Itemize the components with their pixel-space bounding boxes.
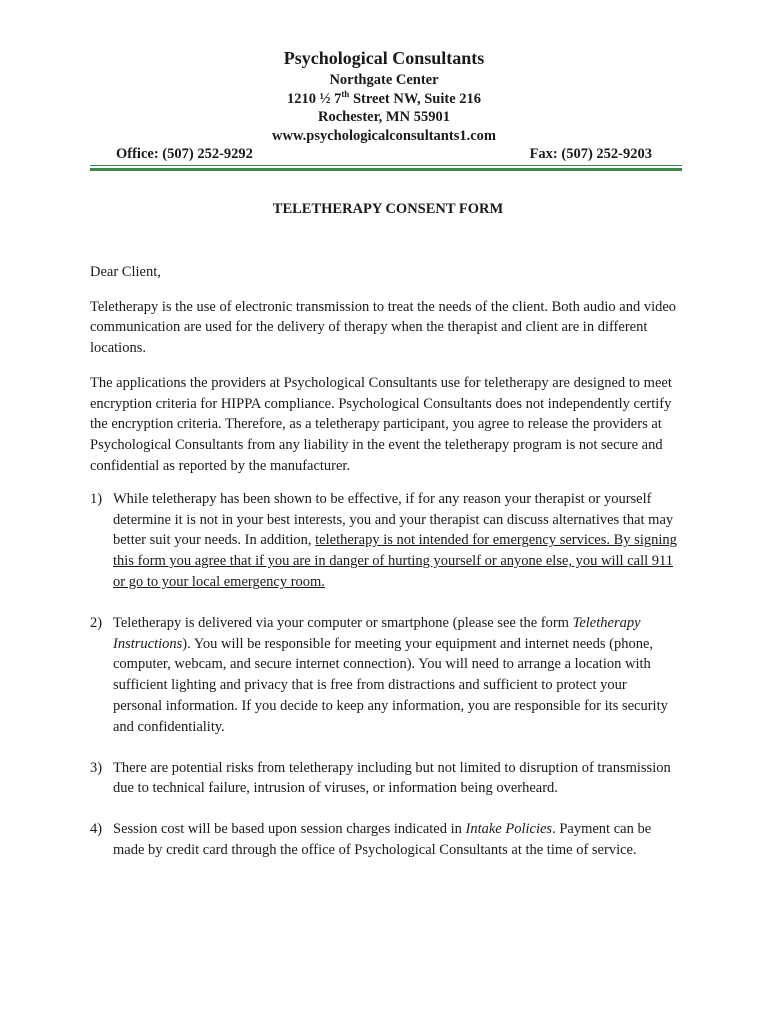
item-text: Session cost will be based upon session charges indicated in: [113, 821, 466, 838]
item-number: 4): [90, 821, 103, 838]
address-line-1: Northgate Center: [329, 72, 439, 88]
address-line-3: Rochester, MN 55901: [318, 109, 450, 125]
item-text-continued: ). You will be responsible for meeting your equipment and internet needs (phone, computer, webcam, and secure internet connection). You will need to arrange a location with sufficient lighting and privacy that is free from distractions and sufficient to protect your personal information. If you decide to keep any information, you are responsible for its security and confidentiality.: [113, 635, 668, 735]
item-text: While teletherapy has been shown to be effective, if for any reason your therapist or yourself determine it is not in your best interests, you and your therapist can discuss alternatives that may better suit your needs. In addition,: [113, 490, 674, 549]
paragraph-encryption: The applications the providers at Psychological Consultants use for teletherapy are designed to meet encryption criteria for HIPPA compliance. Psychological Consultants does not independently certify the encryption criteria. Therefore, as a teletherapy participant, you agree to release the providers at Psychological Consultants from any liability in the event the teletherapy program is not secure and confidential as reported by the manufacturer.: [90, 374, 672, 475]
letterhead: [90, 0, 678, 145]
address-line-2: [90, 90, 678, 109]
list-item: [90, 489, 678, 593]
list-item: [90, 758, 678, 800]
office-phone: Office: (507) 252-9292: [116, 146, 253, 162]
paragraph-definition: Teletherapy is the use of electronic transmission to treat the needs of the client. Both audio and video communication are used for the delivery of therapy when the therapist and client are in different locations.: [90, 298, 677, 357]
address-line-2-post: Street NW, Suite 216: [349, 90, 482, 107]
list-item: [90, 819, 678, 861]
form-reference: Teletherapy Instructions: [113, 614, 641, 652]
salutation: Dear Client,: [90, 264, 161, 280]
header-rule-bottom: [90, 168, 682, 171]
list-item: [90, 613, 678, 738]
address-line-2-pre: 1210 ½ 7: [286, 90, 342, 107]
consent-items: [90, 489, 678, 861]
emergency-notice: teletherapy is not intended for emergency services. By signing this form you agree that if you are in danger of hurting yourself or anyone else, you will call 911 or go to your local emergency room.: [113, 532, 677, 591]
policy-reference: Intake Policies: [465, 821, 553, 838]
website: www.psychologicalconsultants1.com: [272, 127, 496, 144]
address-line-2-sup: th: [341, 88, 350, 99]
header-rule-top: [90, 165, 682, 166]
item-text-continued: . Payment can be made by credit card through the office of Psychological Consultants at the time of service.: [113, 821, 652, 859]
item-text: Teletherapy is delivered via your computer or smartphone (please see the form: [113, 614, 573, 631]
form-title: TELETHERAPY CONSENT FORM: [272, 201, 504, 217]
item-number: 3): [90, 759, 103, 776]
contact-row: [90, 145, 678, 163]
item-text: There are potential risks from teletherapy including but not limited to disruption of transmission due to technical failure, intrusion of viruses, or information being overheard.: [113, 759, 671, 797]
item-number: 1): [90, 490, 103, 507]
item-number: 2): [90, 614, 103, 631]
org-name: Psychological Consultants: [283, 48, 485, 68]
fax-number: Fax: (507) 252-9203: [529, 146, 652, 162]
